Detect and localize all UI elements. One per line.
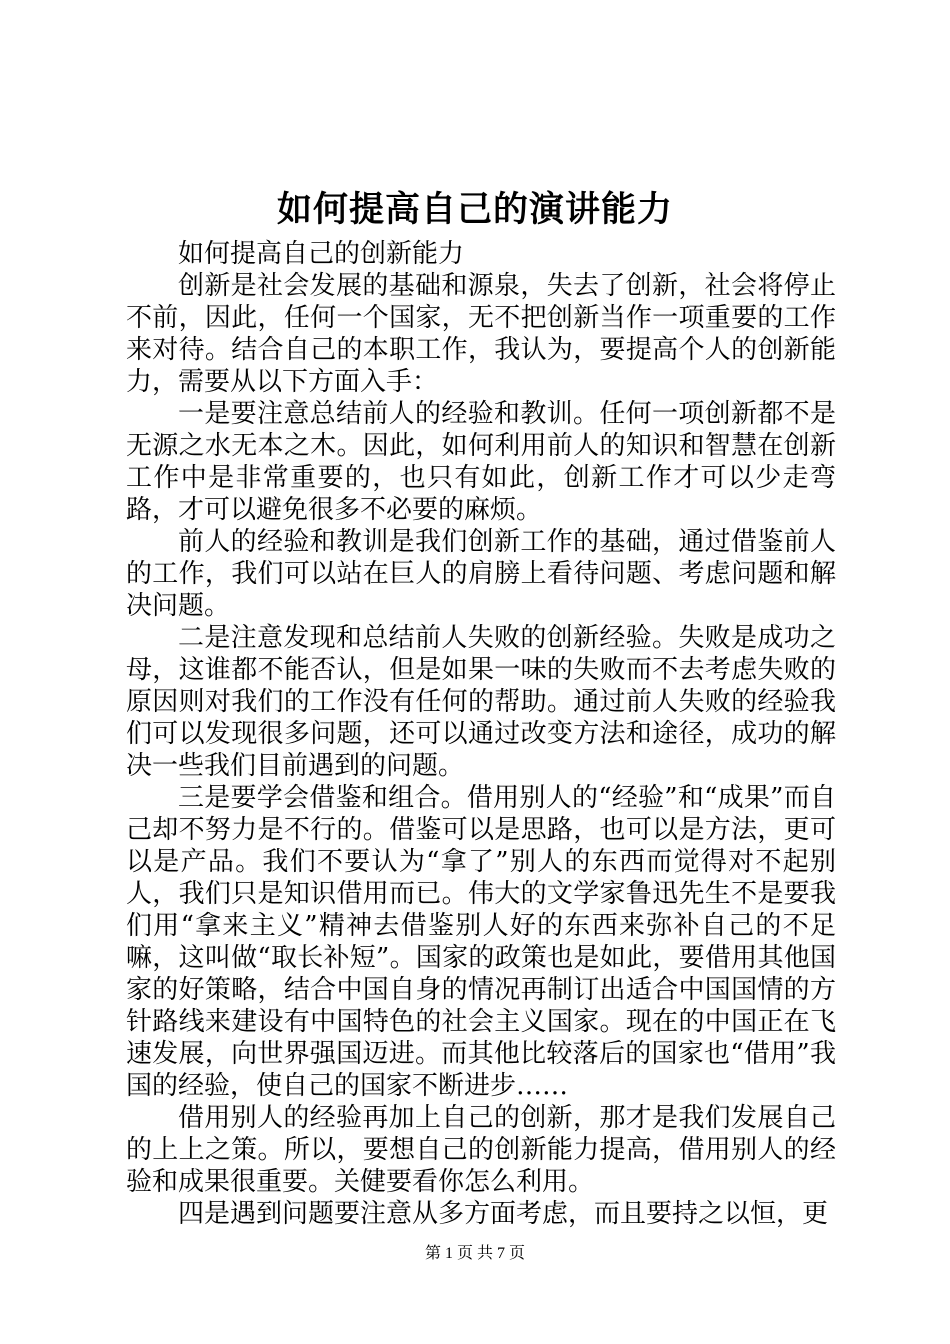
paragraph-subtitle: 如何提高自己的创新能力 [178,239,465,269]
document-title: 如何提高自己的演讲能力 [276,189,673,230]
paragraph: 四是遇到问题要注意从多方面考虑，而且要持之以恒，更 [178,1199,829,1229]
paragraph: 前人的经验和教训是我们创新工作的基础，通过借鉴前人的工作，我们可以站在巨人的肩膀上看待问题、考虑问题和解决问题。 [126,527,836,621]
paragraph: 三是要学会借鉴和组合。借用别人的“经验”和“成果”而自己却不努力是不行的。借鉴可以是思路，也可以是方法，更可以是产品。我们不要认为“拿了”别人的东西而觉得对不起别人，我们只是知识借用而已。伟大的文学家鲁迅先生不是要我们用“拿来主义”精神去借鉴别人好的东西来弥补自己的不足嘛，这叫做“取长补短”。国家的政策也是如此，要借用其他国家的好策略，结合中国自身的情况再制订出适合中国国情的方针路线来建设有中国特色的社会主义国家。现在的中国正在飞速发展，向世界强国迈进。而其他比较落后的国家也“借用”我国的经验，使自己的国家不断进步…… [126,783,836,1101]
paragraph: 创新是社会发展的基础和源泉，失去了创新，社会将停止不前，因此，任何一个国家，无不把创新当作一项重要的工作来对待。结合自己的本职工作，我认为，要提高个人的创新能力，需要从以下方面入手： [126,271,836,397]
paragraph: 借用别人的经验再加上自己的创新，那才是我们发展自己的上上之策。所以，要想自己的创新能力提高，借用别人的经验和成果很重要。关健要看你怎么利用。 [126,1103,836,1197]
paragraph: 一是要注意总结前人的经验和教训。任何一项创新都不是无源之水无本之木。因此，如何利用前人的知识和智慧在创新工作中是非常重要的，也只有如此，创新工作才可以少走弯路，才可以避免很多不必要的麻烦。 [126,399,836,525]
paragraph: 二是注意发现和总结前人失败的创新经验。失败是成功之母，这谁都不能否认，但是如果一味的失败而不去考虑失败的原因则对我们的工作没有任何的帮助。通过前人失败的经验我们可以发现很多问题，还可以通过改变方法和途径，成功的解决一些我们目前遇到的问题。 [126,623,836,781]
document-body [126,238,836,1230]
page-number-footer: 第 1 页 共 7 页 [424,1245,525,1262]
